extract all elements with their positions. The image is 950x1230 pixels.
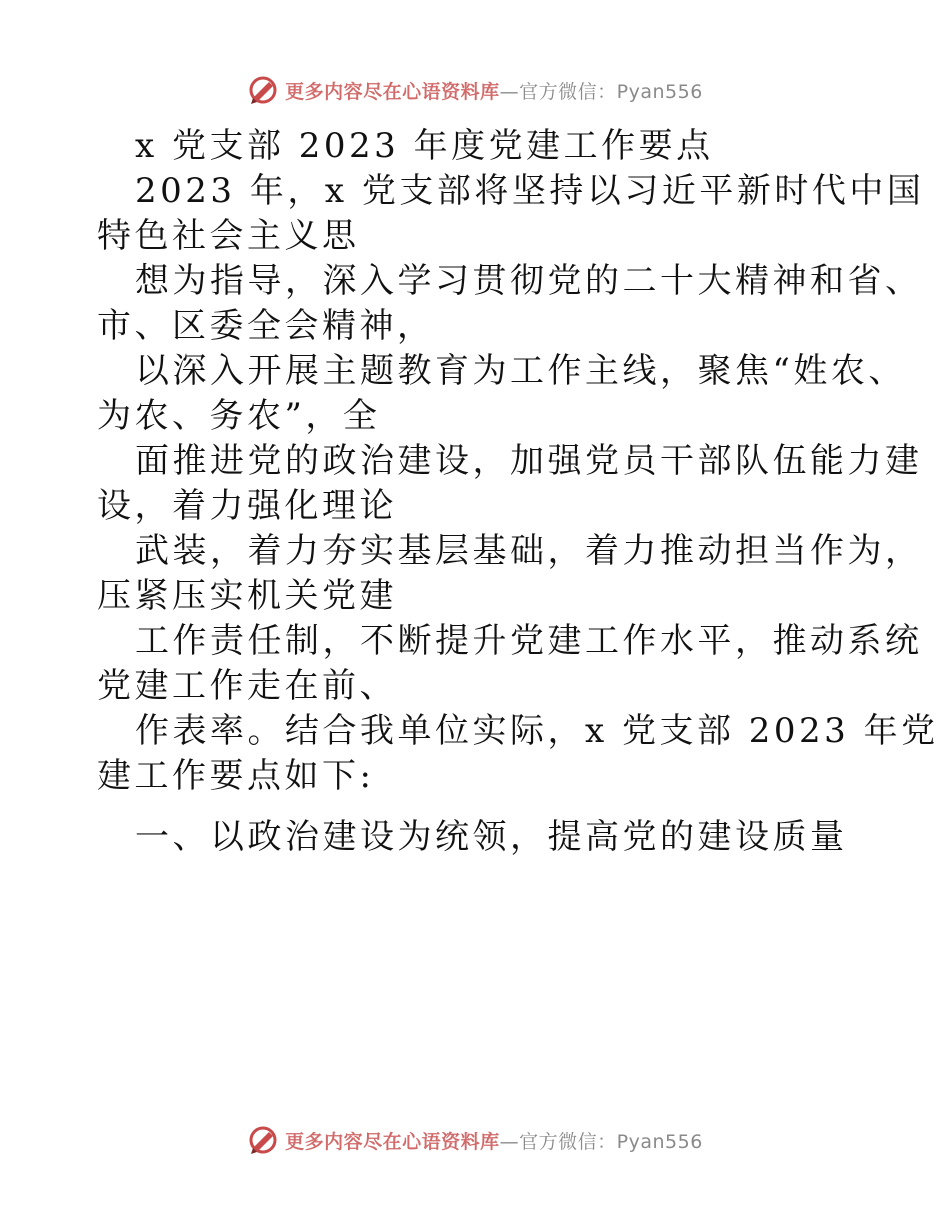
document-title: x 党支部 2023 年度党建工作要点 — [135, 126, 714, 166]
watermark-dash: — — [499, 80, 520, 103]
paragraph-line: 一、以政治建设为统领，提高党的建设质量 — [135, 817, 848, 857]
pen-logo-icon — [247, 74, 279, 106]
paragraph-line: 作表率。结合我单位实际，x 党支部 2023 年党 — [135, 711, 939, 751]
watermark-text — [285, 77, 703, 104]
paragraph-line: 设，着力强化理论 — [97, 486, 397, 526]
watermark-dash: — — [499, 1130, 520, 1153]
watermark-contact: 官方微信：Pyan556 — [519, 80, 703, 103]
pen-logo-icon — [247, 1124, 279, 1156]
paragraph-line: 面推进党的政治建设，加强党员干部队伍能力建 — [135, 441, 923, 481]
watermark-contact: 官方微信：Pyan556 — [519, 1130, 703, 1153]
paragraph-line: 武装，着力夯实基层基础，着力推动担当作为， — [135, 531, 923, 571]
watermark-main: 更多内容尽在心语资料库 — [285, 1130, 500, 1153]
document-lines — [97, 169, 939, 860]
paragraph-line: 党建工作走在前、 — [97, 666, 397, 706]
paragraph-line: 市、区委全会精神， — [97, 306, 435, 346]
paragraph-line: 为农、务农”，全 — [97, 396, 381, 436]
paragraph-line: 工作责任制，不断提升党建工作水平，推动系统 — [135, 621, 923, 661]
watermark-text — [285, 1127, 703, 1154]
footer-watermark — [0, 1124, 950, 1156]
paragraph-line: 建工作要点如下: — [97, 756, 375, 796]
paragraph-line: 2023 年，x 党支部将坚持以习近平新时代中国 — [135, 171, 925, 211]
paragraph-line: 特色社会主义思 — [97, 216, 360, 256]
header-watermark — [0, 74, 950, 106]
paragraph-line: 以深入开展主题教育为工作主线，聚焦“姓农、 — [135, 351, 906, 391]
paragraph-line: 压紧压实机关党建 — [97, 576, 397, 616]
document-body — [97, 124, 939, 860]
paragraph-line: 想为指导，深入学习贯彻党的二十大精神和省、 — [135, 261, 923, 301]
watermark-main: 更多内容尽在心语资料库 — [285, 80, 500, 103]
